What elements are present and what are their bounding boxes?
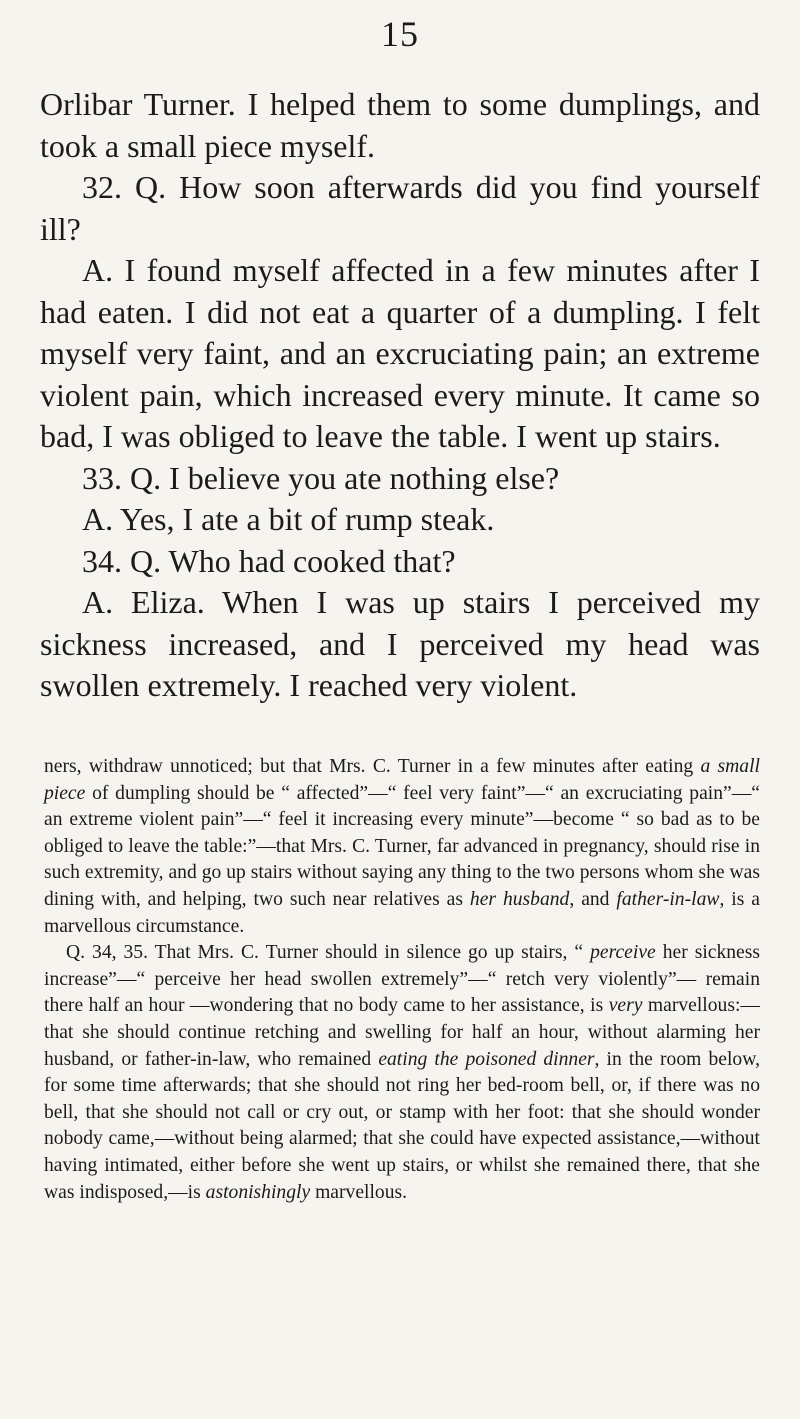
question-34: 34. Q. Who had cooked that? [82,542,456,579]
note-1-text-g: , is a marvellous circumstance. [44,888,760,937]
note-2-text-e: marvellous:—that she should continue retching and swelling for half an hour, without alarming her husband, or father-in-law, who remained [44,995,760,1070]
note-1-text-e: , and [569,888,617,910]
paragraph-continuation: Orlibar Turner. I helped them to some dumplings, and took a small piece myself. [40,86,760,164]
note-1-italic-her-husband: her husband [469,888,570,910]
note-2-text-g: , in the room below, for some time afterwards; that she should not ring her bed-room bell, or, if there was no bell, that she should not call or cry out, or stamp with her foot: that she should wonder nobody came,—without being alarmed; that she could have expected assistance,—without having intimated, either before she went up stairs, or whilst she remained there, that she was indisposed,—is [44,1048,760,1203]
note-paragraph-1 [44,754,760,940]
note-2-italic-eating-poisoned-dinner: eating the poisoned dinner [378,1048,595,1070]
question-33: 33. Q. I believe you ate nothing else? [82,459,560,496]
question-32: 32. Q. How soon afterwards did you find yourself ill? [40,169,760,247]
answer-34: A. Eliza. When I was up stairs I perceived my sickness increased, and I perceived my head was swollen extremely. I reached very violent. [40,584,760,703]
answer-33: A. Yes, I ate a bit of rump steak. [82,501,495,537]
note-2-text-c: her sickness increase”—“ perceive her head swollen extremely”—“ retch very violently”— remain there half an hour —wondering that no body came to her assistance, is [44,942,761,1017]
note-2-italic-astonishingly: astonishingly [205,1181,311,1203]
note-1-text-a: ners, withdraw unnoticed; but that Mrs. C. Turner in a few minutes after eating [44,756,701,777]
note-2-italic-very: very [608,995,643,1017]
answer-32: A. I found myself affected in a few minutes after I had eaten. I did not eat a quarter of a dumpling. I felt myself very faint, and an excruciating pain; an extreme violent pain, which increased every minute. It came so bad, I was obliged to leave the table. I went up stairs. [40,252,760,454]
note-2-text-i: marvellous. [310,1181,408,1203]
note-1-italic-small-piece: a small piece [44,756,760,804]
footnotes [44,754,760,1206]
note-2-text-a: Q. 34, 35. That Mrs. C. Turner should in silence go up stairs, “ [66,942,591,964]
note-2-italic-perceive: perceive [590,942,656,964]
note-1-italic-father-in-law: father-in-law [616,888,720,910]
note-paragraph-2 [44,940,760,1206]
main-text [40,84,760,707]
page-number: 15 [381,14,419,54]
note-1-text-c: of dumpling should be “ affected”—“ feel very faint”—“ an excruciating pain”—“ an extreme violent pain”—“ feel it increasing every minute”—become “ so bad as to be obliged to leave the table:”—that Mrs. C. Turner, far advanced in pregnancy, should rise in such extremity, and go up stairs without saying any thing to the two persons whom she was dining with, and helping, two such near relatives as [44,782,760,910]
